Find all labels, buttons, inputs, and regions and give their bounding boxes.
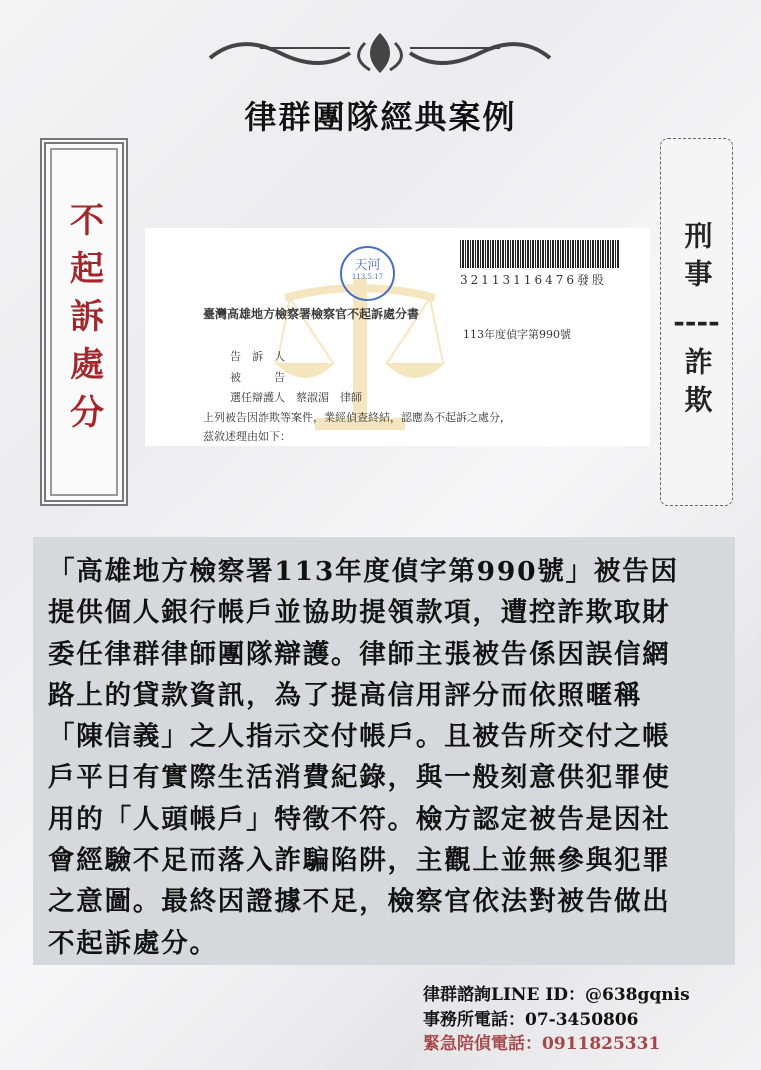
case-number: 113年度偵字第990號 — [463, 328, 571, 341]
line-id: 律群諮詢LINE ID：@638gqnis — [423, 985, 690, 1005]
case-category-box — [660, 138, 733, 506]
crime-label: 詐欺 — [680, 347, 714, 423]
emergency-phone: 緊急陪偵電話：0911825331 — [423, 1034, 661, 1054]
case-result-label: 不起訴處分 — [63, 202, 104, 442]
defense-counsel: 選任辯護人 蔡淑湄 律師 — [230, 391, 362, 404]
contact-info — [423, 983, 690, 1057]
defendant-label: 被 告 — [230, 371, 285, 384]
category-divider: ---- — [673, 305, 720, 338]
summary-line: 不起訴處分。 — [48, 927, 218, 959]
summary-line: 提供個人銀行帳戶並協助提領款項，遭控詐欺取財 — [48, 597, 671, 629]
page-title: 律群團隊經典案例 — [244, 98, 517, 136]
document-line-2: 茲敘述理由如下： — [203, 430, 291, 443]
case-summary — [33, 537, 735, 965]
barcode — [460, 240, 620, 268]
barcode-number: 32113116476發股 — [460, 273, 607, 287]
document-heading: 臺灣高雄地方檢察署檢察官不起訴處分書 — [203, 307, 420, 321]
office-phone: 事務所電話：07-3450806 — [423, 1009, 639, 1030]
summary-line: 之意圖。最終因證據不足，檢察官依法對被告做出 — [48, 886, 671, 918]
official-stamp: 天河 113.5.17 — [340, 246, 395, 301]
summary-line: 「高雄地方檢察署113年度偵字第990號」被告因 — [48, 556, 679, 587]
case-type-frame — [40, 138, 128, 506]
indictment-document-image — [145, 228, 650, 446]
summary-line: 路上的貸款資訊，為了提高信用評分而依照暱稱 — [48, 679, 643, 711]
summary-line: 委任律群律師團隊辯護。律師主張被告係因誤信網 — [48, 638, 671, 670]
document-line-1: 上列被告因詐欺等案件，業經偵查終結，認應為不起訴之處分， — [203, 411, 511, 424]
summary-line: 會經驗不足而落入詐騙陷阱，主觀上並無參與犯罪 — [48, 845, 671, 877]
complainant-label: 告 訴 人 — [230, 350, 285, 363]
summary-line: 戶平日有實際生活消費紀錄，與一般刻意供犯罪使 — [48, 762, 671, 794]
decorative-ornament-icon — [200, 28, 560, 78]
summary-line: 用的「人頭帳戶」特徵不符。檢方認定被告是因社 — [48, 803, 671, 835]
category-label: 刑事 — [680, 221, 714, 297]
summary-line: 「陳信義」之人指示交付帳戶。且被告所交付之帳 — [48, 721, 671, 753]
